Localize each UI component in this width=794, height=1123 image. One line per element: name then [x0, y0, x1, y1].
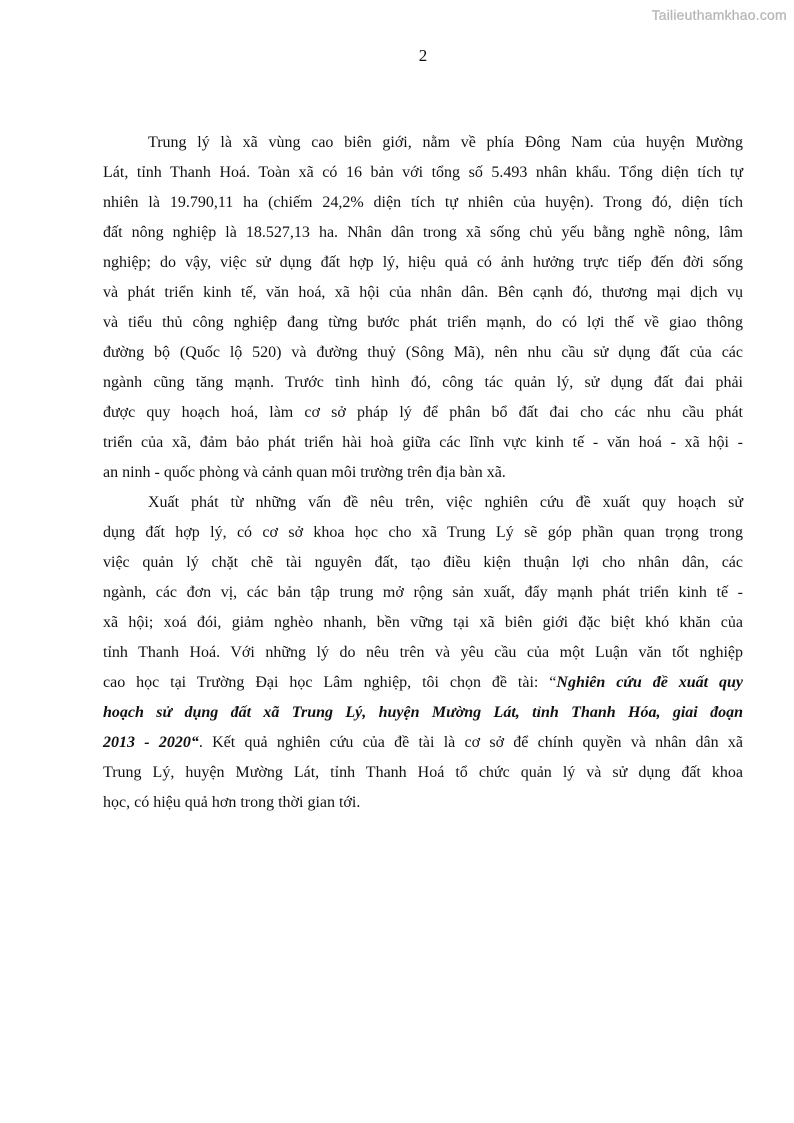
- text-line: [103, 578, 743, 608]
- text-line: [103, 488, 743, 518]
- text-run: Trung lý là xã vùng cao biên giới, nằm về phía Đông Nam của huyện Mường: [148, 134, 743, 151]
- text-line: [103, 788, 743, 818]
- text-run: triển của xã, đảm bảo phát triển hài hoà giữa các lĩnh vực kinh tế - văn hoá - xã hội -: [103, 434, 743, 451]
- text-run: đường bộ (Quốc lộ 520) và đường thuỷ (Sông Mã), nên nhu cầu sử dụng đất của các: [103, 344, 743, 361]
- text-line: [103, 188, 743, 218]
- text-run: đất nông nghiệp là 18.527,13 ha. Nhân dân trong xã sống chủ yếu bằng nghề nông, lâm: [103, 224, 743, 241]
- text-line: [103, 698, 743, 728]
- text-run: nghiệp; do vậy, việc sử dụng đất hợp lý, hiệu quả có ảnh hưởng trực tiếp đến đời sống: [103, 254, 743, 271]
- text-line: [103, 758, 743, 788]
- text-run-bold-italic: Nghiên cứu đề xuất quy: [556, 674, 743, 691]
- text-run: và tiểu thủ công nghiệp đang từng bước phát triển mạnh, do có lợi thế về giao thông: [103, 314, 743, 331]
- text-run: học, có hiệu quả hơn trong thời gian tới.: [103, 794, 361, 811]
- text-run: nhiên là 19.790,11 ha (chiếm 24,2% diện tích tự nhiên của huyện). Trong đó, diện tích: [103, 194, 743, 211]
- text-run: và phát triển kinh tế, văn hoá, xã hội của nhân dân. Bên cạnh đó, thương mại dịch vụ: [103, 284, 743, 301]
- text-line: [103, 608, 743, 638]
- text-run: được quy hoạch hoá, làm cơ sở pháp lý để phân bổ đất đai cho các nhu cầu phát: [103, 404, 743, 421]
- text-line: [103, 218, 743, 248]
- text-line: [103, 128, 743, 158]
- text-line: [103, 458, 743, 488]
- text-line: [103, 308, 743, 338]
- text-run: Lát, tỉnh Thanh Hoá. Toàn xã có 16 bản với tổng số 5.493 nhân khẩu. Tổng diện tích tự: [103, 164, 743, 181]
- text-run: cao học tại Trường Đại học Lâm nghiệp, tôi chọn đề tài: “: [103, 674, 557, 691]
- text-run: tỉnh Thanh Hoá. Với những lý do nêu trên và yêu cầu của một Luận văn tốt nghiệp: [103, 644, 743, 661]
- text-line: [103, 428, 743, 458]
- text-run: việc quản lý chặt chẽ tài nguyên đất, tạo điều kiện thuận lợi cho nhân dân, các: [103, 554, 743, 571]
- text-line: [103, 638, 743, 668]
- text-line: [103, 518, 743, 548]
- text-line: [103, 278, 743, 308]
- text-run-bold-italic: 2013 - 2020“: [103, 734, 199, 751]
- text-line: [103, 548, 743, 578]
- text-run: an ninh - quốc phòng và cảnh quan môi trường trên địa bàn xã.: [103, 464, 506, 481]
- text-run: xã hội; xoá đói, giảm nghèo nhanh, bền vững tại xã biên giới đặc biệt khó khăn của: [103, 614, 743, 631]
- text-line: [103, 728, 743, 758]
- text-run: ngành, các đơn vị, các bản tập trung mở rộng sản xuất, đẩy mạnh phát triển kinh tế -: [103, 584, 743, 601]
- text-line: [103, 338, 743, 368]
- text-line: [103, 248, 743, 278]
- watermark-text: Tailieuthamkhao.com: [651, 7, 787, 23]
- text-run: dụng đất hợp lý, có cơ sở khoa học cho xã Trung Lý sẽ góp phần quan trọng trong: [103, 524, 743, 541]
- text-line: [103, 398, 743, 428]
- text-line: [103, 668, 743, 698]
- text-run: . Kết quả nghiên cứu của đề tài là cơ sở để chính quyền và nhân dân xã: [198, 734, 743, 751]
- text-run: Xuất phát từ những vấn đề nêu trên, việc nghiên cứu đề xuất quy hoạch sử: [148, 494, 743, 511]
- text-line: [103, 158, 743, 188]
- text-run: ngành cũng tăng mạnh. Trước tình hình đó, công tác quản lý, sử dụng đất đai phải: [103, 374, 743, 391]
- text-line: [103, 368, 743, 398]
- page-number: 2: [418, 46, 428, 65]
- document-body: [103, 128, 743, 818]
- text-run-bold-italic: hoạch sử dụng đất xã Trung Lý, huyện Mường Lát, tỉnh Thanh Hóa, giai đoạn: [103, 704, 743, 721]
- text-run: Trung Lý, huyện Mường Lát, tỉnh Thanh Hoá tổ chức quản lý và sử dụng đất khoa: [103, 764, 743, 781]
